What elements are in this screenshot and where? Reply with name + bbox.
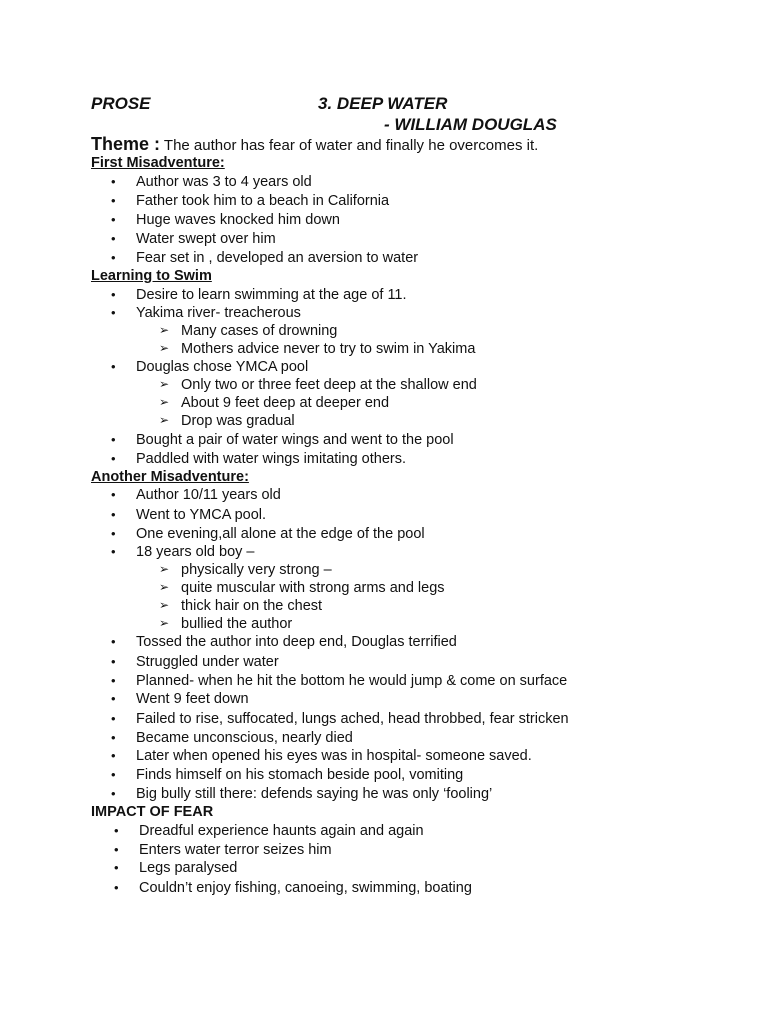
theme-label: Theme : [91, 134, 161, 154]
sub-list-item: ➢ thick hair on the chest [159, 598, 323, 614]
list-item: • Tossed the author into deep end, Douglas terrified [111, 634, 457, 650]
arrow-bullet-icon: ➢ [159, 562, 170, 576]
list-item: • Water swept over him [111, 231, 276, 247]
sub-list-item: ➢ Drop was gradual [159, 413, 295, 429]
list-item: • Finds himself on his stomach beside pool, vomiting [111, 767, 464, 783]
bullet-icon: • [111, 748, 116, 763]
bullet-icon: • [111, 507, 116, 522]
list-item: • Father took him to a beach in California [111, 193, 390, 209]
prose-label: PROSE [91, 94, 151, 113]
list-item: • Huge waves knocked him down [111, 212, 340, 228]
bullet-icon: • [111, 359, 116, 374]
list-item: • Desire to learn swimming at the age of 11. [111, 287, 407, 303]
arrow-bullet-icon: ➢ [159, 413, 170, 427]
bullet-icon: • [111, 711, 116, 726]
list-item: • Author 10/11 years old [111, 487, 281, 503]
list-item: • Couldn’t enjoy fishing, canoeing, swimming, boating [114, 880, 472, 896]
bullet-icon: • [111, 544, 116, 559]
document-title: 3. DEEP WATER [318, 94, 448, 113]
bullet-icon: • [111, 526, 116, 541]
list-item: • Went to YMCA pool. [111, 507, 267, 523]
list-item: • 18 years old boy – [111, 544, 255, 560]
bullet-icon: • [111, 451, 116, 466]
sub-list-item: ➢ quite muscular with strong arms and legs [159, 580, 445, 596]
bullet-icon: • [111, 691, 116, 706]
list-item: • Failed to rise, suffocated, lungs ached, head throbbed, fear stricken [111, 711, 569, 727]
list-item: • Enters water terror seizes him [114, 842, 332, 858]
list-item: • Went 9 feet down [111, 691, 249, 707]
bullet-icon: • [111, 287, 116, 302]
list-item: • Planned- when he hit the bottom he would jump & come on surface [111, 673, 568, 689]
bullet-icon: • [111, 212, 116, 227]
bullet-icon: • [114, 860, 119, 875]
list-item: • Legs paralysed [114, 860, 238, 876]
list-item: • Douglas chose YMCA pool [111, 359, 309, 375]
list-item: • Bought a pair of water wings and went to the pool [111, 432, 454, 448]
list-item: • Paddled with water wings imitating others. [111, 451, 406, 467]
bullet-icon: • [111, 487, 116, 502]
list-item: • Yakima river- treacherous [111, 305, 301, 321]
bullet-icon: • [111, 432, 116, 447]
arrow-bullet-icon: ➢ [159, 323, 170, 337]
list-item: • Became unconscious, nearly died [111, 730, 353, 746]
sub-list-item: ➢ Only two or three feet deep at the shallow end [159, 377, 477, 393]
bullet-icon: • [111, 730, 116, 745]
theme-text: The author has fear of water and finally he overcomes it. [160, 137, 539, 154]
arrow-bullet-icon: ➢ [159, 341, 170, 355]
arrow-bullet-icon: ➢ [159, 598, 170, 612]
bullet-icon: • [111, 305, 116, 320]
list-item: • Author was 3 to 4 years old [111, 174, 312, 190]
arrow-bullet-icon: ➢ [159, 395, 170, 409]
bullet-icon: • [111, 654, 116, 669]
section-heading-impact-of-fear: IMPACT OF FEAR [91, 804, 214, 820]
document-author: - WILLIAM DOUGLAS [384, 115, 557, 134]
bullet-icon: • [111, 634, 116, 649]
arrow-bullet-icon: ➢ [159, 377, 170, 391]
bullet-icon: • [111, 250, 116, 265]
section-heading-first-misadventure: First Misadventure: [91, 155, 225, 171]
list-item: • Big bully still there: defends saying he was only ‘fooling’ [111, 786, 493, 802]
list-item: • Later when opened his eyes was in hospital- someone saved. [111, 748, 532, 764]
bullet-icon: • [111, 767, 116, 782]
arrow-bullet-icon: ➢ [159, 580, 170, 594]
sub-list-item: ➢ Mothers advice never to try to swim in Yakima [159, 341, 476, 357]
theme-line [91, 134, 538, 155]
section-heading-learning-to-swim: Learning to Swim [91, 268, 212, 284]
section-heading-another-misadventure: Another Misadventure: [91, 469, 249, 485]
list-item: • Struggled under water [111, 654, 279, 670]
list-item: • Dreadful experience haunts again and again [114, 823, 424, 839]
sub-list-item: ➢ Many cases of drowning [159, 323, 338, 339]
bullet-icon: • [111, 231, 116, 246]
bullet-icon: • [114, 823, 119, 838]
bullet-icon: • [111, 193, 116, 208]
list-item: • One evening,all alone at the edge of the pool [111, 526, 425, 542]
list-item: • Fear set in , developed an aversion to water [111, 250, 419, 266]
bullet-icon: • [114, 880, 119, 895]
bullet-icon: • [111, 786, 116, 801]
bullet-icon: • [111, 673, 116, 688]
sub-list-item: ➢ bullied the author [159, 616, 293, 632]
sub-list-item: ➢ About 9 feet deep at deeper end [159, 395, 390, 411]
bullet-icon: • [111, 174, 116, 189]
sub-list-item: ➢ physically very strong – [159, 562, 332, 578]
arrow-bullet-icon: ➢ [159, 616, 170, 630]
bullet-icon: • [114, 842, 119, 857]
